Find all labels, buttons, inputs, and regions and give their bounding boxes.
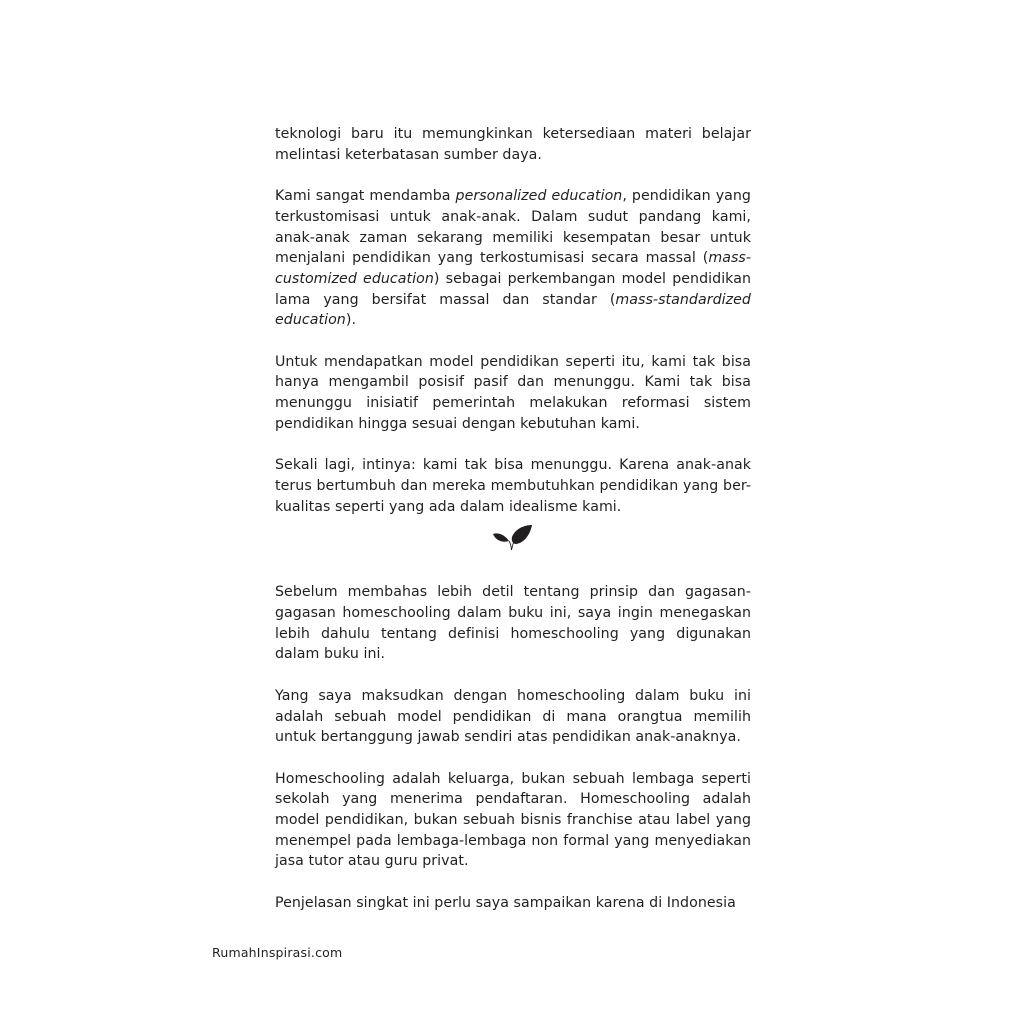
italic-phrase: personalized education: [455, 188, 623, 205]
text-run: , pendidikan yang terkustomisasi untuk anak-anak. Dalam sudut pandang kami, anak-anak zaman sekarang memiliki kesempatan besar untuk menjalani pendidikan yang terkostumisasi secara massal (: [275, 188, 751, 267]
sprout-leaves-icon: [491, 523, 535, 553]
paragraph-p5: [275, 582, 751, 665]
text-run: Homeschooling adalah keluarga, bukan sebuah lembaga seperti sekolah yang menerima pendaftaran. Homeschooling adalah model pendidikan, bukan sebuah bisnis franchise atau label yang menempel pada lembaga-lembaga non formal yang menyediakan jasa tutor atau guru privat.: [275, 770, 751, 870]
text-run: Yang saya maksudkan dengan homeschooling dalam buku ini adalah sebuah model pendidikan di mana orangtua memilih untuk bertanggung jawab sendiri atas pendidikan anak-anaknya.: [275, 687, 751, 746]
paragraph-spacer: [275, 872, 751, 893]
footer-site-name: RumahInspirasi.com: [212, 945, 343, 960]
text-run: Kami sangat mendamba: [275, 188, 456, 205]
text-run: ).: [345, 312, 357, 329]
body-text-column: [275, 124, 751, 914]
section-divider: [275, 523, 751, 553]
text-run: teknologi baru itu memungkinkan ketersediaan materi belajar melintasi keterbatasan sumber daya.: [275, 126, 751, 163]
text-run: Sebelum membahas lebih detil tentang prinsip dan gagasan-gagasan homeschooling dalam buku ini, saya ingin menegaskan lebih dahulu tentang definisi homeschooling yang digunakan dalam buku ini.: [275, 584, 751, 663]
text-run: Sekali lagi, intinya: kami tak bisa menunggu. Karena anak-anak terus bertumbuh dan mereka membutuhkan pendidikan yang ber-kualitas seperti yang ada dalam idealisme kami.: [275, 457, 751, 515]
text-run: ) sebagai perkembangan model pendidikan lama yang bersifat massal dan standar (: [275, 270, 751, 308]
italic-phrase: mass-standardized education: [275, 291, 751, 329]
paragraph-spacer: [275, 331, 751, 352]
paragraph-spacer: [275, 165, 751, 186]
paragraph-p4: [275, 455, 751, 517]
paragraph-p8: [275, 893, 751, 914]
paragraph-p2: [275, 186, 751, 331]
text-run: Untuk mendapatkan model pendidikan seperti itu, kami tak bisa hanya mengambil posisif pasif dan menunggu. Kami tak bisa menunggu inisiatif pemerintah melakukan reformasi sistem pendidikan hingga sesuai dengan kebutuhan kami.: [275, 353, 751, 432]
italic-phrase: mass-customized education: [275, 250, 751, 287]
paragraph-p7: [275, 769, 751, 873]
paragraph-group-top: [275, 124, 751, 517]
paragraph-spacer: [275, 748, 751, 769]
paragraph-p3: [275, 352, 751, 435]
paragraph-spacer: [275, 435, 751, 456]
paragraph-p1: [275, 124, 751, 165]
paragraph-group-bottom: [275, 582, 751, 913]
paragraph-p6: [275, 686, 751, 748]
text-run: Penjelasan singkat ini perlu saya sampaikan karena di Indonesia: [275, 894, 736, 911]
paragraph-spacer: [275, 665, 751, 686]
